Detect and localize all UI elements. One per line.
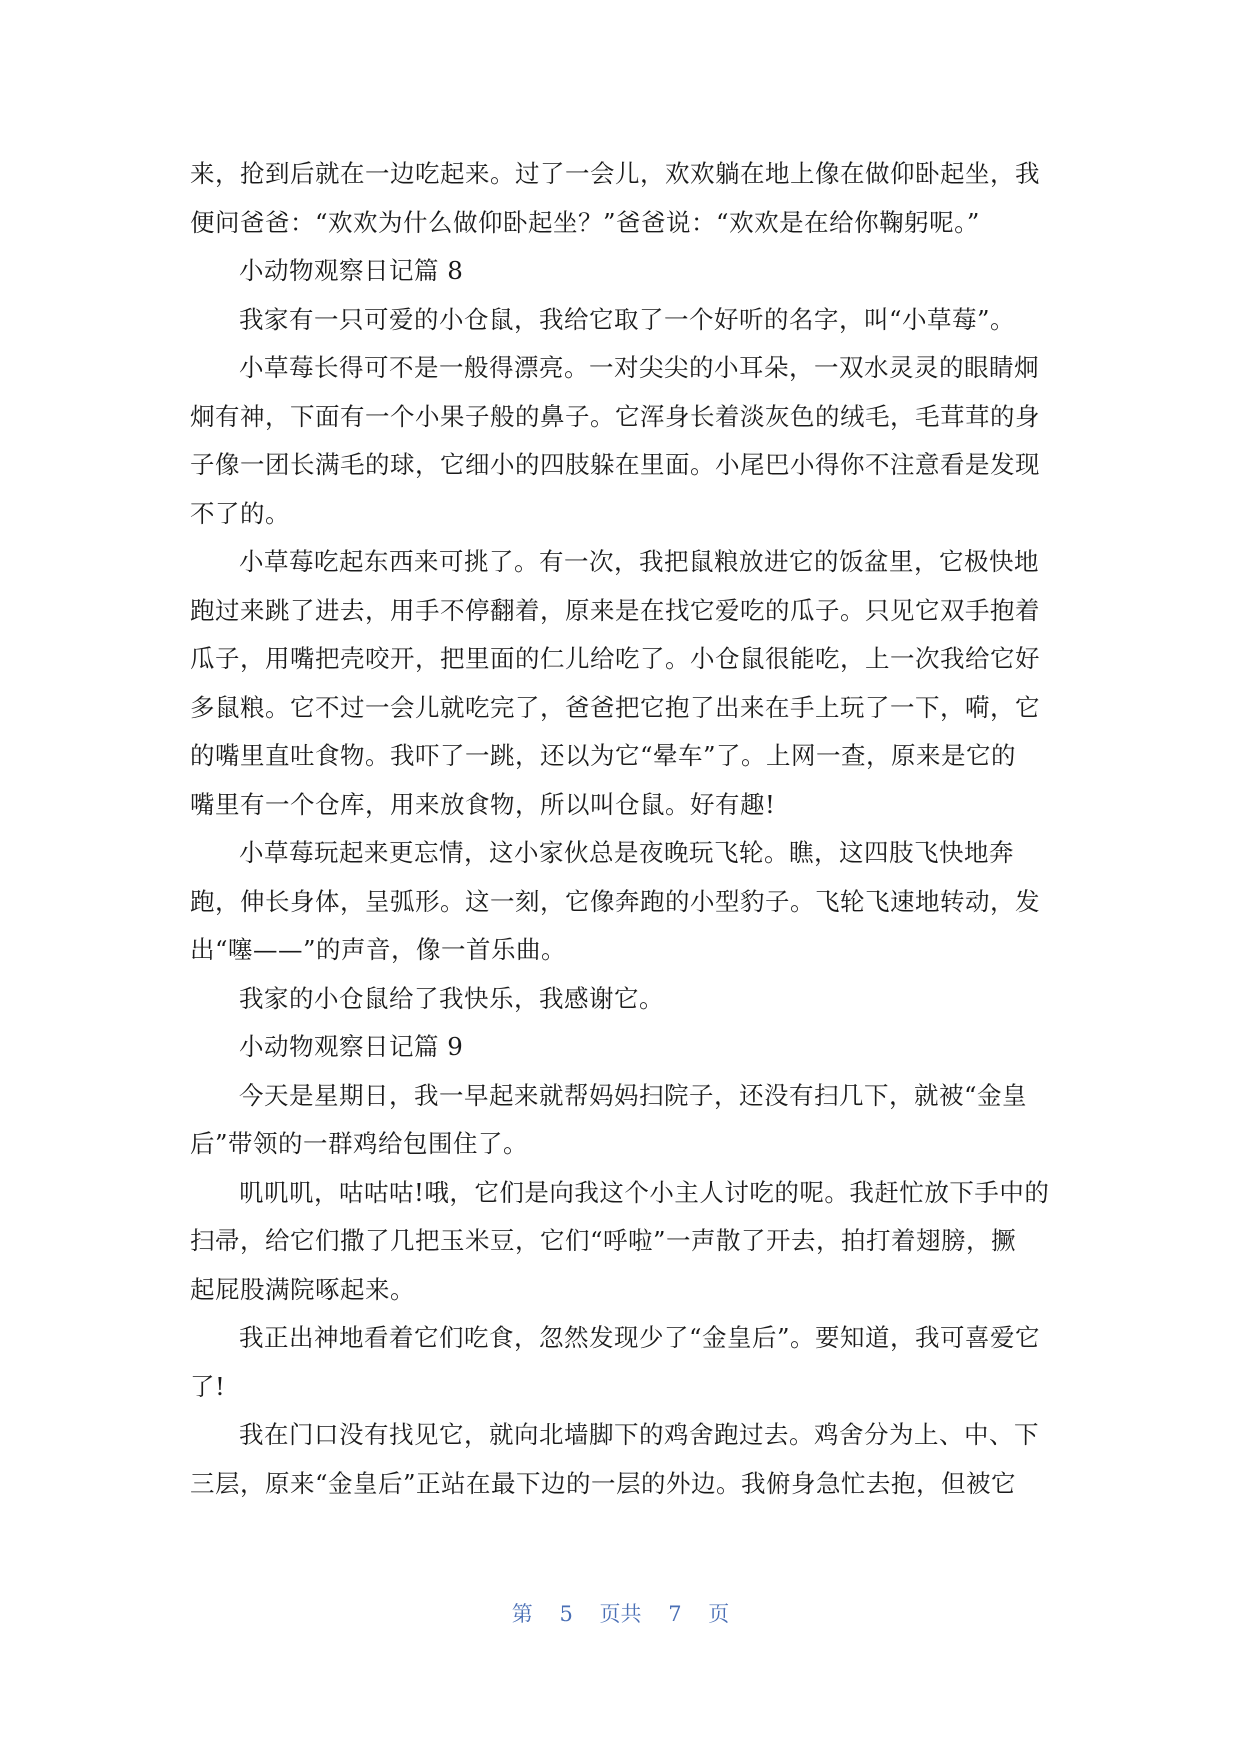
text-line: 嘴里有一个仓库，用来放食物，所以叫仓鼠。好有趣! xyxy=(190,789,776,819)
text-line: 跑，伸长身体，呈弧形。这一刻，它像奔跑的小型豹子。飞轮飞速地转动，发 xyxy=(190,886,1040,916)
text-line: 出“噻——”的声音，像一首乐曲。 xyxy=(190,935,567,964)
text-line: 了! xyxy=(190,1371,226,1401)
text-line: 我正出神地看着它们吃食，忽然发现少了“金皇后”。要知道，我可喜爱它 xyxy=(239,1323,1041,1352)
text-line: 叽叽叽，咕咕咕!哦，它们是向我这个小主人讨吃的呢。我赶忙放下手中的 xyxy=(239,1177,1050,1207)
footer-suffix: 页 xyxy=(708,1602,730,1626)
text-line: 小草莓玩起来更忘情，这小家伙总是夜晚玩飞轮。瞧，这四肢飞快地奔 xyxy=(239,838,1014,867)
text-line: 多鼠粮。它不过一会儿就吃完了，爸爸把它抱了出来在手上玩了一下，嗬，它 xyxy=(190,692,1040,722)
text-line: 瓜子，用嘴把壳咬开，把里面的仁儿给吃了。小仓鼠很能吃，上一次我给它好 xyxy=(190,644,1040,673)
text-line: 来，抢到后就在一边吃起来。过了一会儿，欢欢躺在地上像在做仰卧起坐，我 xyxy=(190,159,1040,188)
section-heading-8: 小动物观察日记篇 8 xyxy=(239,256,464,285)
current-page-number: 5 xyxy=(559,1602,573,1626)
text-line: 子像一团长满毛的球，它细小的四肢躲在里面。小尾巴小得你不注意看是发现 xyxy=(190,450,1040,479)
footer-middle: 页共 xyxy=(599,1602,642,1626)
text-line: 今天是星期日，我一早起来就帮妈妈扫院子，还没有扫几下，就被“金皇 xyxy=(239,1080,1028,1110)
text-line: 我家的小仓鼠给了我快乐，我感谢它。 xyxy=(239,983,664,1013)
text-line: 三层，原来“金皇后”正站在最下边的一层的外边。我俯身急忙去抱，但被它 xyxy=(190,1468,1017,1498)
text-line: 便问爸爸：“欢欢为什么做仰卧起坐？”爸爸说：“欢欢是在给你鞠躬呢。” xyxy=(190,207,980,237)
document-body xyxy=(190,150,1052,1508)
text-line: 小草莓吃起东西来可挑了。有一次，我把鼠粮放进它的饭盆里，它极快地 xyxy=(239,547,1039,576)
text-line: 炯有神，下面有一个小果子般的鼻子。它浑身长着淡灰色的绒毛，毛茸茸的身 xyxy=(190,401,1040,431)
text-line: 我家有一只可爱的小仓鼠，我给它取了一个好听的名字，叫“小草莓”。 xyxy=(239,304,1016,334)
text-line: 我在门口没有找见它，就向北墙脚下的鸡舍跑过去。鸡舍分为上、中、下 xyxy=(239,1420,1039,1449)
footer-prefix: 第 xyxy=(511,1602,533,1626)
total-page-count: 7 xyxy=(668,1602,682,1626)
text-line: 不了的。 xyxy=(190,498,290,528)
text-line: 扫帚，给它们撒了几把玉米豆，它们“呼啦”一声散了开去，拍打着翅膀，撅 xyxy=(190,1226,1017,1255)
text-line: 的嘴里直吐食物。我吓了一跳，还以为它“晕车”了。上网一查，原来是它的 xyxy=(190,741,1017,770)
section-heading-9: 小动物观察日记篇 9 xyxy=(239,1032,464,1061)
page-footer xyxy=(0,1598,1241,1628)
text-line: 后”带领的一群鸡给包围住了。 xyxy=(190,1129,529,1158)
text-line: 起屁股满院啄起来。 xyxy=(190,1274,415,1304)
text-line: 跑过来跳了进去，用手不停翻着，原来是在找它爱吃的瓜子。只见它双手抱着 xyxy=(190,595,1040,625)
text-line: 小草莓长得可不是一般得漂亮。一对尖尖的小耳朵，一双水灵灵的眼睛炯 xyxy=(239,353,1039,382)
